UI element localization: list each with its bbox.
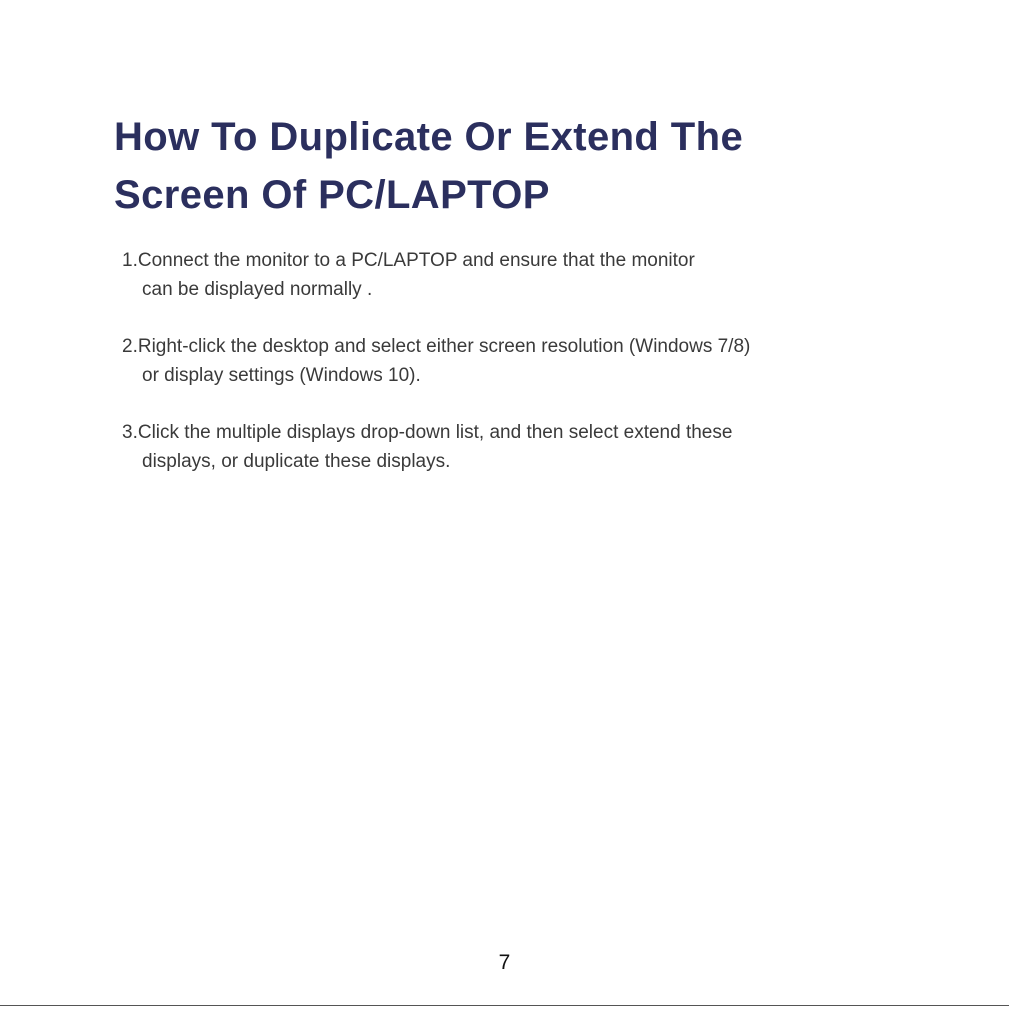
step-2-line-2: or display settings (Windows 10). bbox=[142, 365, 421, 386]
step-3-line-2: displays, or duplicate these displays. bbox=[142, 451, 451, 472]
instruction-steps bbox=[122, 246, 922, 504]
title-line-2: Screen Of PC/LAPTOP bbox=[114, 173, 550, 217]
page-title bbox=[114, 108, 934, 224]
step-3 bbox=[122, 418, 922, 476]
step-2 bbox=[122, 332, 922, 390]
title-line-1: How To Duplicate Or Extend The bbox=[114, 115, 744, 159]
step-1 bbox=[122, 246, 922, 304]
step-1-line-1: 1.Connect the monitor to a PC/LAPTOP and ensure that the monitor bbox=[122, 250, 695, 271]
page-number: 7 bbox=[498, 951, 511, 974]
step-1-line-2: can be displayed normally . bbox=[142, 279, 373, 300]
step-3-line-1: 3.Click the multiple displays drop-down list, and then select extend these bbox=[122, 422, 733, 443]
bottom-divider bbox=[0, 1005, 1009, 1006]
step-2-line-1: 2.Right-click the desktop and select either screen resolution (Windows 7/8) bbox=[122, 336, 751, 357]
